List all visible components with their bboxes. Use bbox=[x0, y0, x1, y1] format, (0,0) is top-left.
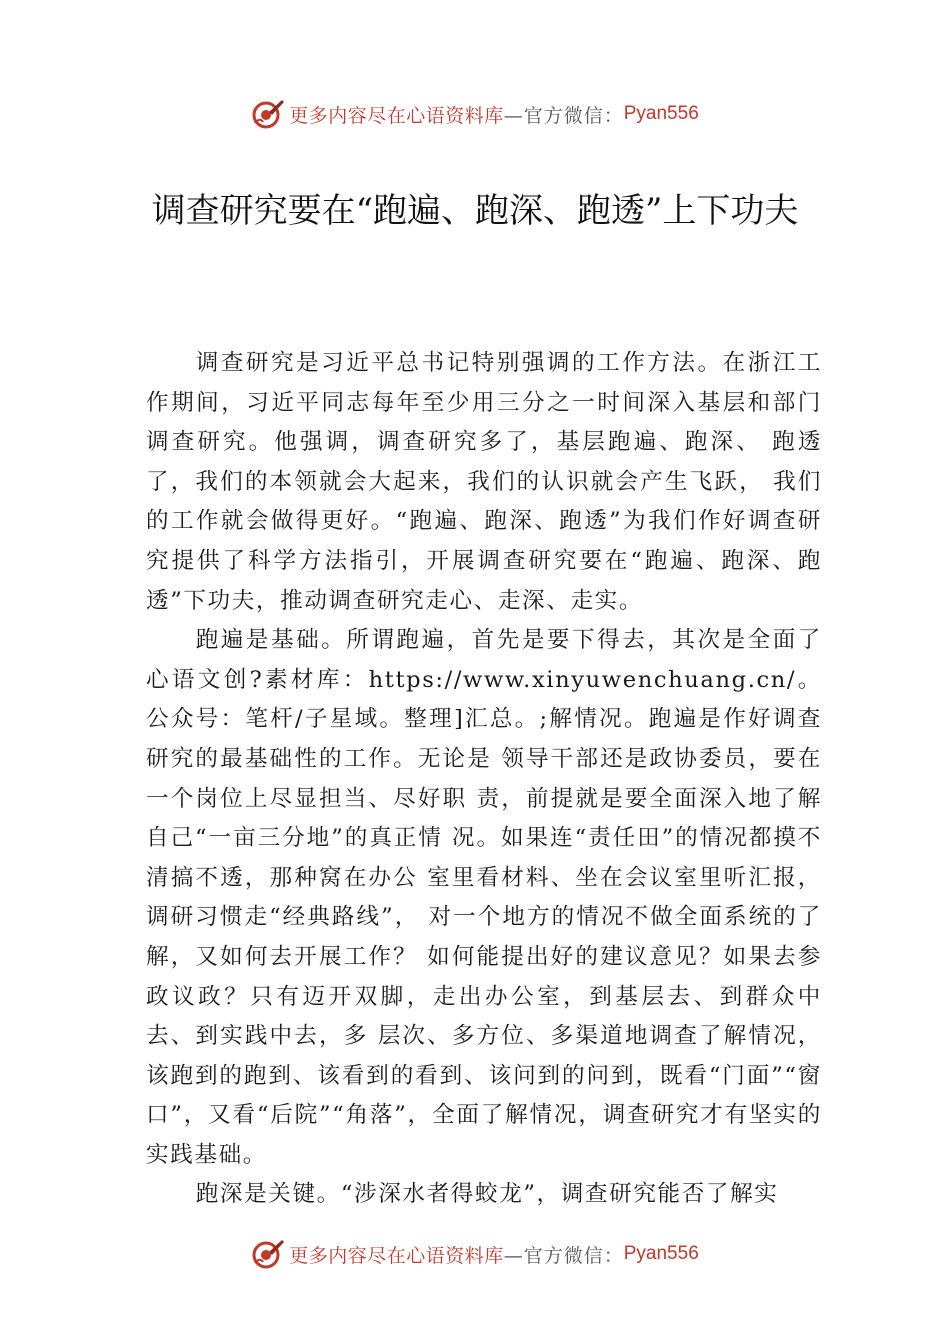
banner-sub-text: —官方微信： bbox=[503, 1244, 624, 1267]
banner-main-text: 更多内容尽在心语资料库 bbox=[289, 1244, 504, 1267]
header-banner bbox=[0, 94, 950, 134]
banner-wechat-id: Pyan556 bbox=[623, 1243, 699, 1264]
pen-logo-icon bbox=[251, 1237, 285, 1271]
pen-logo-icon bbox=[251, 97, 285, 131]
paragraph: 跑深是关键。“涉深水者得蛟龙”，调查研究能否了解实 bbox=[195, 1181, 779, 1208]
footer-banner bbox=[0, 1234, 950, 1274]
banner-wechat-id: Pyan556 bbox=[623, 103, 699, 124]
paragraph: 调查研究是习近平总书记特别强调的工作方法。在浙江工作期间，习近平同志每年至少用三分之一时间深入基层和部门调查研究。他强调，调查研究多了，基层跑遍、跑深、 跑透了，我们的本领就会大起来，我们的认识就会产生飞跃， 我们的工作就会做得更好。“跑遍、跑深、跑透”为我们作好调查研究提供了科学方法指引，开展调查研究要在“跑遍、跑深、跑透”下功夫，推动调查研究走心、走深、走实。 bbox=[146, 350, 822, 614]
document-body bbox=[146, 344, 822, 1215]
banner-main-text: 更多内容尽在心语资料库 bbox=[289, 104, 504, 127]
document-title: 调查研究要在“跑遍、跑深、跑透”上下功夫 bbox=[151, 191, 799, 231]
paragraph: 跑遍是基础。所谓跑遍，首先是要下得去，其次是全面了心语文创?素材库：https://www.xinyuwenchuang.cn/。公众号：笔杆/子星域。整理]汇总。;解情况。跑遍是作好调查研究的最基础性的工作。无论是 领导干部还是政协委员，要在一个岗位上尽显担当、尽好职 责，前提就是要全面深入地了解自己“一亩三分地”的真正情 况。如果连“责任田”的情况都摸不清搞不透，那种窝在办公 室里看材料、坐在会议室里听汇报，调研习惯走“经典路线”， 对一个地方的情况不做全面系统的了解，又如何去开展工作？ 如何能提出好的建议意见？如果去参政议政？只有迈开双脚，走出办公室，到基层去、到群众中去、到实践中去，多 层次、多方位、多渠道地调查了解情况，该跑到的跑到、该看到的看到、该问到的问到，既看“门面”“窗口”，又看“后院”“角落”，全面了解情况，调查研究才有坚实的实践基础。 bbox=[146, 627, 822, 1168]
banner-sub-text: —官方微信： bbox=[503, 104, 624, 127]
